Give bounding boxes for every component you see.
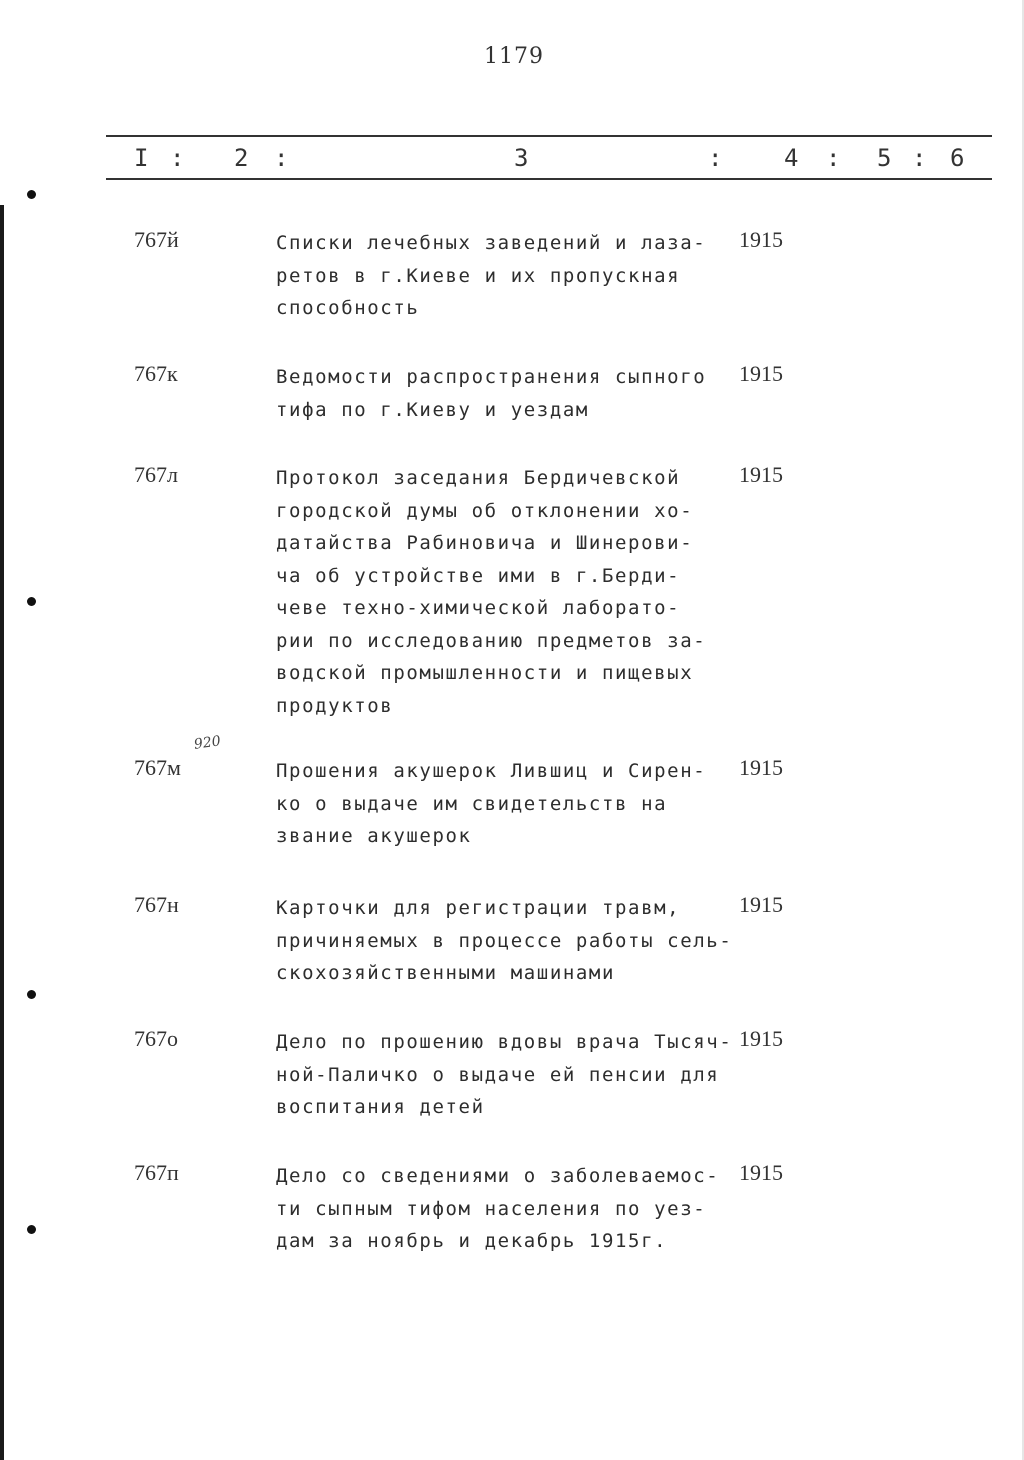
entry-title — [276, 755, 736, 853]
entry-number: 767й — [134, 227, 179, 252]
column-header-3: 3 — [514, 144, 529, 172]
entry-title-line: водской промышленности и пищевых — [276, 662, 694, 684]
punch-hole — [27, 990, 36, 999]
punch-hole — [27, 1225, 36, 1234]
entry-title-line: Прошения акушерок Лившиц и Сирен- — [276, 760, 707, 782]
entry-title-line: чеве техно-химической лаборато- — [276, 597, 681, 619]
entry-title-line: скохозяйственными машинами — [276, 962, 616, 984]
punch-hole — [27, 190, 36, 199]
entry-year: 1915 — [739, 361, 783, 386]
entry-title — [276, 1160, 736, 1258]
entry-title-line: Карточки для регистрации травм, — [276, 897, 681, 919]
punch-hole — [27, 597, 36, 606]
column-header-4: 4 — [784, 144, 799, 172]
entry-title-line: воспитания детей — [276, 1096, 485, 1118]
column-header-1: I — [134, 144, 149, 172]
entry-title — [276, 227, 736, 325]
entry-title-line: звание акушерок — [276, 825, 472, 847]
page-number: 1179 — [484, 44, 544, 69]
entry-year: 1915 — [739, 227, 783, 252]
column-separator: : — [826, 144, 841, 172]
entry-title — [276, 1026, 736, 1124]
entry-year: 1915 — [739, 1160, 783, 1185]
column-separator: : — [708, 144, 723, 172]
column-header-5: 5 — [877, 144, 892, 172]
entry-title-line: Протокол заседания Бердичевской — [276, 467, 681, 489]
column-header-2: 2 — [234, 144, 249, 172]
column-separator: : — [170, 144, 185, 172]
header-rule-top — [106, 135, 992, 137]
entry-title-line: ко о выдаче им свидетельств на — [276, 792, 668, 815]
entry-title-line: Дело со сведениями о заболеваемос- — [276, 1165, 720, 1187]
entry-year: 1915 — [739, 1026, 783, 1051]
entry-title-line: городской думы об отклонении хо- — [276, 499, 694, 522]
entry-title-line: Ведомости распространения сыпного — [276, 366, 707, 388]
entry-title-line: Списки лечебных заведений и лаза- — [276, 232, 707, 254]
entry-title-line: причиняемых в процессе работы сель- — [276, 929, 733, 952]
entry-title-line: ти сыпным тифом населения по уез- — [276, 1197, 707, 1220]
entry-title-line: Дело по прошению вдовы врача Тысяч- — [276, 1031, 733, 1053]
entry-title-line: ной-Паличко о выдаче ей пенсии для — [276, 1063, 720, 1086]
entry-title-line: дам за ноябрь и декабрь 1915г. — [276, 1230, 668, 1252]
entry-number: 767л — [134, 462, 178, 487]
entry-title-line: тифа по г.Киеву и уездам — [276, 398, 589, 421]
entry-year: 1915 — [739, 462, 783, 487]
entry-number: 767м — [134, 755, 181, 780]
entry-number: 767п — [134, 1160, 179, 1185]
header-rule-bottom — [106, 178, 992, 180]
entry-number: 767н — [134, 892, 179, 917]
entry-title — [276, 462, 736, 722]
entry-title-line: датайства Рабиновича и Шинерови- — [276, 532, 694, 554]
column-separator: : — [912, 144, 927, 172]
entry-number: 767к — [134, 361, 178, 386]
marginal-note: 920 — [193, 733, 222, 753]
column-header-6: 6 — [950, 144, 965, 172]
entry-number: 767о — [134, 1026, 178, 1051]
entry-title-line: ча об устройстве ими в г.Берди- — [276, 564, 681, 587]
scan-edge — [0, 205, 4, 1460]
entry-title — [276, 892, 736, 990]
entry-title-line: способность — [276, 297, 420, 319]
entry-title-line: продуктов — [276, 694, 394, 717]
column-separator: : — [274, 144, 289, 172]
entry-title-line: ретов в г.Киеве и их пропускная — [276, 264, 681, 287]
entry-year: 1915 — [739, 755, 783, 780]
entry-year: 1915 — [739, 892, 783, 917]
entry-title — [276, 361, 736, 426]
entry-title-line: рии по исследованию предметов за- — [276, 629, 707, 652]
